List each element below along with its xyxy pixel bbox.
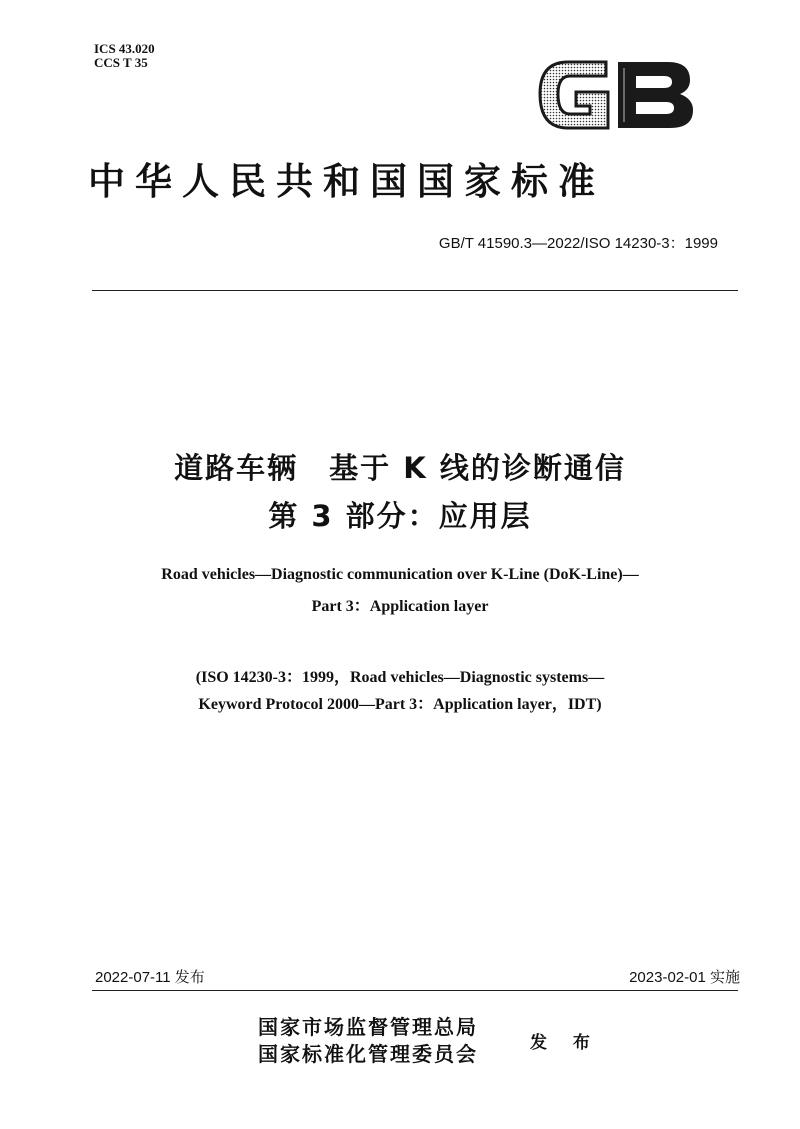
ics-code: ICS 43.020 bbox=[94, 41, 155, 56]
title-cn-line2: 第 3 部分：应用层 bbox=[268, 499, 532, 533]
classification-codes bbox=[94, 42, 155, 70]
top-divider bbox=[92, 290, 738, 291]
national-standard-title: 中华人民共和国国家标准 bbox=[88, 159, 605, 203]
equivalence-line1: (ISO 14230-3：1999，Road vehicles—Diagnostic systems— bbox=[195, 669, 605, 686]
bottom-divider bbox=[92, 990, 738, 991]
title-cn-line1: 道路车辆 基于 K 线的诊断通信 bbox=[174, 451, 626, 485]
title-en-line2: Part 3：Application layer bbox=[311, 598, 489, 615]
implementation-date: 2023-02-01 实施 bbox=[629, 969, 740, 986]
title-en-line1: Road vehicles—Diagnostic communication over K-Line (DoK-Line)— bbox=[161, 566, 639, 583]
gb-logo bbox=[528, 48, 700, 140]
issue-date: 2022-07-11 发布 bbox=[95, 969, 205, 986]
ccs-code: CCS T 35 bbox=[94, 55, 148, 70]
standard-number: GB/T 41590.3—2022/ISO 14230-3：1999 bbox=[438, 235, 718, 252]
publisher-1: 国家市场监督管理总局 bbox=[258, 1015, 478, 1039]
publisher-2: 国家标准化管理委员会 bbox=[258, 1042, 478, 1066]
equivalence-line2: Keyword Protocol 2000—Part 3：Application layer，IDT) bbox=[198, 696, 602, 713]
publish-label: 发 布 bbox=[530, 1033, 600, 1053]
publishers bbox=[258, 1014, 478, 1068]
